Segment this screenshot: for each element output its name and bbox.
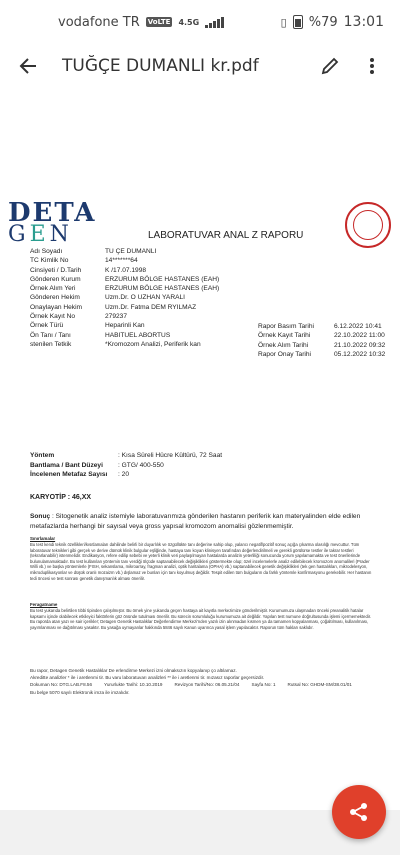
- vibrate-icon: ▯: [280, 15, 287, 29]
- patient-field-row: [30, 247, 219, 256]
- patient-field-row: [30, 266, 219, 275]
- patient-field-row: [30, 284, 219, 293]
- footer-meta-item: Yururlukte Tarihi: 10.10.2019: [104, 681, 163, 687]
- status-right: [281, 14, 384, 30]
- patient-field-value: K /17.07.1998: [105, 266, 147, 274]
- pdf-page: [0, 90, 400, 810]
- volte-badge: VoLTE: [147, 18, 171, 26]
- footer-meta-item: Rutsal No: GHDM-SM/38.01/01: [287, 681, 352, 687]
- patient-field-label: Örnek Kayıt No: [30, 313, 76, 321]
- pencil-icon[interactable]: [316, 52, 344, 80]
- patient-field-label: Gönderen Kurum: [30, 275, 81, 283]
- more-vert-icon[interactable]: [358, 52, 386, 80]
- date-field-value: 6.12.2022 10:41: [334, 323, 382, 330]
- method-field-label: Bantlama / Bant Düzeyi: [30, 461, 103, 469]
- patient-field-label: Örnek Türü: [30, 322, 64, 330]
- method-field-value: : Kısa Süreli Hücre Kültürü, 72 Saat: [118, 452, 223, 459]
- patient-field-value: Heparinli Kan: [105, 322, 145, 330]
- footer-meta: [30, 682, 380, 689]
- method-field-row: [30, 470, 222, 480]
- method-field-value: : 20: [118, 471, 129, 479]
- signal-icon: [205, 17, 224, 28]
- date-field-value: 22.10.2022 11:00: [334, 332, 385, 340]
- patient-field-value: HABITUEL ABORTUS: [105, 331, 171, 339]
- date-field-label: Rapor Onay Tarihi: [258, 351, 312, 359]
- battery-icon: [293, 15, 303, 29]
- patient-field-value: 279237: [105, 313, 128, 321]
- patient-field-value: TU ÇE DUMANLI: [105, 248, 157, 255]
- clock: 13:01: [343, 14, 384, 30]
- date-fields: [258, 322, 385, 360]
- limitations-section: [30, 536, 375, 581]
- patient-field-value: Uzm.Dr. Fatma DEM RYILMAZ: [105, 303, 197, 311]
- footer-meta-item: Sayfa No: 1: [251, 681, 276, 687]
- patient-field-label: Ön Tanı / Tanı: [30, 331, 71, 339]
- deta-logo: DETA: [8, 198, 97, 228]
- pdf-viewer[interactable]: [0, 90, 400, 855]
- disclaimer-section: [30, 602, 375, 630]
- battery-percent: %79: [308, 14, 338, 30]
- logo-letter-g: G: [8, 222, 30, 247]
- date-field-value: 21.10.2022 09:32: [334, 341, 386, 349]
- patient-field-label: TC Kimlik No: [30, 257, 69, 265]
- date-field-row: [258, 322, 385, 331]
- patient-field-row: [30, 293, 219, 302]
- footer-meta-item: Dokuman No: DTG.LAB.F8.56: [30, 681, 93, 687]
- date-field-row: [258, 341, 385, 350]
- method-field-label: Yöntem: [30, 452, 55, 459]
- patient-field-row: [30, 312, 219, 321]
- disclaimer-text: Bu test yukarıda belirtilen tıbbi tipinden çalışılmıştır. Bu örnek yine yukarıda geçen hastaya ait kayıtla merkezimize gönderilmiştir. Kurumumuza ulaşmadan önceki preanalitik hatalar kapsamı içinde olabilecek etkileyici faktörlerin göz önünde tutulması önerilir. Bu sürecin sorumluluğu kurumumuza ait değildir. Yapılan test numune doğrultusunda işlemi içermemektedir. Bu raporda atan yazı ve sair içerikler; Detagen Genetik Hastalıklar Değerlendirme Merkezi'nden yazılı izin alınmadan kısmen ya da tamamen kopyalanması, çoğaltılması, kullanılması, yayımlanması ve dağıtılması yasaktır. Bu yasağa uymayanlar hakkında 5846 sayılı Kanun uyarınca yasal işlem yapılacaktır. Raporun tüm hakları saklıdır.: [30, 608, 372, 630]
- patient-field-value: Uzm.Dr. O UZHAN YARALI: [105, 294, 185, 302]
- patient-field-label: Gönderen Hekim: [30, 294, 80, 302]
- date-field-row: [258, 350, 385, 359]
- patient-fields: [30, 247, 219, 349]
- result-text: : Sitogenetik analiz istemiyle laboratuvarımıza gönderilen hastanın periferik kan materyalinden elde edilen metafazlarda herhangi bir sayısal veya gross yapısal kromozom anomalisi gözlenmemiştir.: [30, 513, 361, 530]
- method-field-value: : GTG/ 400-550: [118, 461, 164, 469]
- carrier-name: vodafone TR: [58, 14, 140, 30]
- patient-field-row: [30, 321, 219, 330]
- date-field-label: Örnek Alım Tarihi: [258, 341, 309, 349]
- patient-field-row: [30, 331, 219, 340]
- patient-field-row: [30, 303, 219, 312]
- date-field-value: 05.12.2022 10:32: [334, 351, 386, 359]
- share-icon[interactable]: [332, 785, 386, 839]
- document-title: TUĞÇE DUMANLI kr.pdf: [62, 56, 259, 76]
- report-title: LABORATUVAR ANAL Z RAPORU: [148, 230, 304, 241]
- patient-field-label: Cinsiyeti / D.Tarih: [30, 266, 82, 274]
- footer-accreditation: Akreditte analizler * ile i aretlenmi tir. Bu varu laboratuvarı analizleri ** ile i aretlenmi tir. mızasız raporlar geçersizdir.: [30, 674, 265, 680]
- logo-letter-n: N: [49, 222, 73, 247]
- footer-copyright: Bu rapor, Detagen Genetik Hastalıklar De erlendirme Merkezi izni olmaksızın kopyalanıp ço altılamaz.: [30, 668, 237, 673]
- patient-field-row: [30, 256, 219, 265]
- patient-field-row: [30, 275, 219, 284]
- limitations-heading: Sınırlamalar: [30, 536, 56, 541]
- date-field-row: [258, 331, 385, 340]
- patient-field-value: *Kromozom Analizi, Periferik kan: [105, 340, 201, 348]
- logo-letter-e: E: [29, 222, 50, 247]
- result-label: Sonuç: [30, 513, 51, 520]
- arrow-back-icon[interactable]: [14, 52, 42, 80]
- date-field-label: Rapor Basım Tarihi: [258, 323, 314, 330]
- limitations-text: Bu test kendi teknik özellikleri/kısıtlamaları dahilinde belirli bir duyarlılık ve özgüllükte tanı değerine sahip olup, yalancı negatif/pozitif sonuç açığa çıkarma olasılığı mevcuttur. Tüm laboratuvar teknikleri gibi gerçek ve derive dümük klinik bulgular eşliğinde, hastaya tanı koyan klinisyen tarafından değerlendirilmeli ve gerekli görülürse testler ile takrar testleri (tekrarlanabilir) istenmelidir. Endikasyon, refere edilip sebebi ve yeterli klinik veri paylaşılmayan hastalarda analizin yeterliliği sonucunda yorum yapılamamakta ve test önerilerinde bulunulamamaktadır. Bu test kullanılan yöntemin tanı verdiği ölçüde saptanabilecek değişiklikleri göstermekte olup; özel incelemelerle analiz edilebilecek kromozom anomalileri (Prader Willi vb.) ve başka yöntemlerle (FISH, sekanslama, mikroarray, fragman analizi, optik haritalama (OPHA) vb.) saptanabilecek genetik değişiklikleri (tek gen hastalıkları, mikrodelesyon, mikroduplikasyonlar ve düşük oranlı mozaizm vb.) dışlamaz ve bunları için tanı koyulmuş değildir. Tespit edilen tüm bulguların da farklı yöntemle konfirmasyonu gerekebilir. Her hastanın tedi öncesi ve test sonrası genetik danışmanlık alması önerilir.: [30, 542, 372, 581]
- patient-field-label: Onaylayan Hekim: [30, 303, 83, 311]
- method-field-row: [30, 461, 222, 471]
- status-left: [58, 15, 224, 30]
- patient-field-value: ERZURUM BÖLGE HASTANES (EAH): [105, 285, 220, 293]
- date-field-label: Örnek Kayıt Tarihi: [258, 332, 311, 340]
- disclaimer-heading: Feragatname: [30, 602, 58, 607]
- network-type: 4.5G: [178, 17, 200, 27]
- footer-meta-item: Revizyon Tarihi/No: 06.05.21/04: [174, 681, 240, 687]
- patient-field-value: ERZURUM BÖLGE HASTANES (EAH): [105, 275, 220, 283]
- app-bar: [0, 44, 400, 88]
- patient-field-label: Adı Soyadı: [30, 248, 63, 255]
- patient-field-row: [30, 340, 219, 349]
- footer-esign: Bu belge 5070 sayılı Elektronik imza ile imzalıdır.: [30, 690, 130, 696]
- method-field-row: [30, 451, 222, 461]
- karyotype: KARYOTİP : 46,XX: [30, 494, 92, 501]
- method-field-label: İncelenen Metafaz Sayısı: [30, 471, 108, 479]
- document-footer: [30, 668, 380, 697]
- method-fields: [30, 451, 222, 480]
- patient-field-label: stenilen Tetkik: [30, 340, 72, 348]
- gen-logo: [8, 222, 73, 247]
- ministry-seal-icon: [345, 202, 391, 248]
- result-section: [30, 512, 375, 531]
- status-bar: [0, 0, 400, 44]
- patient-field-label: Örnek Alım Yeri: [30, 285, 76, 293]
- patient-field-value: 14*******64: [105, 257, 138, 265]
